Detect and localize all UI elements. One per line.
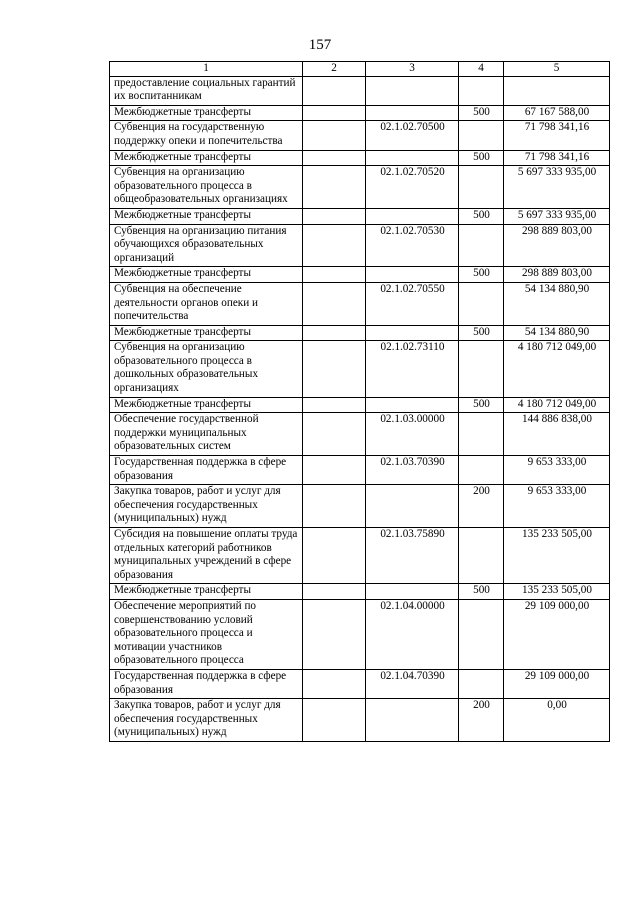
- table-row: [110, 224, 610, 267]
- item-name-cell: Субвенция на организацию образовательного процесса в дошкольных образовательных организациях: [110, 341, 303, 397]
- classification-code-cell: [366, 584, 459, 600]
- table-row: [110, 208, 610, 224]
- column-header: 5: [504, 62, 610, 77]
- amount-cell: 54 134 880,90: [504, 325, 610, 341]
- classification-code-cell: 02.1.02.73110: [366, 341, 459, 397]
- column-2-cell: [303, 208, 366, 224]
- table-row: [110, 528, 610, 584]
- column-2-cell: [303, 121, 366, 150]
- item-name-cell: Субвенция на организацию образовательного процесса в общеобразовательных организациях: [110, 166, 303, 209]
- column-2-cell: [303, 699, 366, 742]
- expense-type-cell: [459, 282, 504, 325]
- item-name-cell: Закупка товаров, работ и услуг для обеспечения государственных (муниципальных) нужд: [110, 485, 303, 528]
- classification-code-cell: 02.1.02.70500: [366, 121, 459, 150]
- column-2-cell: [303, 224, 366, 267]
- expense-type-cell: [459, 341, 504, 397]
- table-row: [110, 699, 610, 742]
- amount-cell: 71 798 341,16: [504, 150, 610, 166]
- classification-code-cell: [366, 699, 459, 742]
- item-name-cell: Субвенция на обеспечение деятельности органов опеки и попечительства: [110, 282, 303, 325]
- classification-code-cell: [366, 208, 459, 224]
- amount-cell: 144 886 838,00: [504, 413, 610, 456]
- page-number: 157: [308, 37, 332, 53]
- column-2-cell: [303, 669, 366, 698]
- expense-type-cell: 500: [459, 105, 504, 121]
- amount-cell: 29 109 000,00: [504, 599, 610, 669]
- classification-code-cell: 02.1.04.00000: [366, 599, 459, 669]
- expense-type-cell: 500: [459, 397, 504, 413]
- table-row: [110, 76, 610, 105]
- item-name-cell: Межбюджетные трансферты: [110, 584, 303, 600]
- item-name-cell: Субсидия на повышение оплаты труда отдельных категорий работников муниципальных учреждений в сфере образования: [110, 528, 303, 584]
- table-row: [110, 121, 610, 150]
- column-2-cell: [303, 485, 366, 528]
- item-name-cell: Межбюджетные трансферты: [110, 105, 303, 121]
- expense-type-cell: [459, 121, 504, 150]
- classification-code-cell: [366, 267, 459, 283]
- table-row: [110, 166, 610, 209]
- item-name-cell: Государственная поддержка в сфере образования: [110, 669, 303, 698]
- column-2-cell: [303, 105, 366, 121]
- table-row: [110, 341, 610, 397]
- table-row: [110, 456, 610, 485]
- classification-code-cell: [366, 485, 459, 528]
- expense-type-cell: 200: [459, 485, 504, 528]
- column-2-cell: [303, 325, 366, 341]
- table-row: [110, 282, 610, 325]
- table-row: [110, 584, 610, 600]
- classification-code-cell: 02.1.03.70390: [366, 456, 459, 485]
- classification-code-cell: 02.1.02.70550: [366, 282, 459, 325]
- amount-cell: 67 167 588,00: [504, 105, 610, 121]
- expense-type-cell: 500: [459, 208, 504, 224]
- table-row: [110, 150, 610, 166]
- column-2-cell: [303, 397, 366, 413]
- expense-type-cell: [459, 76, 504, 105]
- table-row: [110, 397, 610, 413]
- classification-code-cell: 02.1.03.75890: [366, 528, 459, 584]
- amount-cell: 135 233 505,00: [504, 528, 610, 584]
- expense-type-cell: 500: [459, 584, 504, 600]
- column-2-cell: [303, 599, 366, 669]
- table-row: [110, 325, 610, 341]
- item-name-cell: Межбюджетные трансферты: [110, 150, 303, 166]
- table-row: [110, 599, 610, 669]
- column-header: 4: [459, 62, 504, 77]
- table-row: [110, 105, 610, 121]
- item-name-cell: Межбюджетные трансферты: [110, 208, 303, 224]
- item-name-cell: Обеспечение государственной поддержки муниципальных образовательных систем: [110, 413, 303, 456]
- item-name-cell: Межбюджетные трансферты: [110, 325, 303, 341]
- classification-code-cell: [366, 105, 459, 121]
- expense-type-cell: [459, 599, 504, 669]
- amount-cell: [504, 76, 610, 105]
- column-header: 3: [366, 62, 459, 77]
- column-2-cell: [303, 166, 366, 209]
- table-row: [110, 413, 610, 456]
- amount-cell: 5 697 333 935,00: [504, 208, 610, 224]
- expense-type-cell: [459, 528, 504, 584]
- column-2-cell: [303, 76, 366, 105]
- amount-cell: 298 889 803,00: [504, 267, 610, 283]
- expense-type-cell: [459, 224, 504, 267]
- expense-type-cell: 500: [459, 325, 504, 341]
- classification-code-cell: 02.1.03.00000: [366, 413, 459, 456]
- expense-type-cell: [459, 166, 504, 209]
- expense-type-cell: [459, 413, 504, 456]
- amount-cell: 4 180 712 049,00: [504, 341, 610, 397]
- classification-code-cell: [366, 150, 459, 166]
- amount-cell: 5 697 333 935,00: [504, 166, 610, 209]
- column-header: 1: [110, 62, 303, 77]
- column-2-cell: [303, 282, 366, 325]
- item-name-cell: Субвенция на государственную поддержку опеки и попечительства: [110, 121, 303, 150]
- amount-cell: 9 653 333,00: [504, 456, 610, 485]
- item-name-cell: Межбюджетные трансферты: [110, 397, 303, 413]
- table-row: [110, 267, 610, 283]
- classification-code-cell: [366, 325, 459, 341]
- table-header-row: [110, 62, 610, 77]
- expense-type-cell: 200: [459, 699, 504, 742]
- expense-type-cell: 500: [459, 267, 504, 283]
- column-header: 2: [303, 62, 366, 77]
- column-2-cell: [303, 341, 366, 397]
- item-name-cell: Закупка товаров, работ и услуг для обеспечения государственных (муниципальных) нужд: [110, 699, 303, 742]
- amount-cell: 71 798 341,16: [504, 121, 610, 150]
- amount-cell: 4 180 712 049,00: [504, 397, 610, 413]
- amount-cell: 298 889 803,00: [504, 224, 610, 267]
- amount-cell: 29 109 000,00: [504, 669, 610, 698]
- classification-code-cell: [366, 397, 459, 413]
- column-2-cell: [303, 456, 366, 485]
- expense-type-cell: 500: [459, 150, 504, 166]
- classification-code-cell: [366, 76, 459, 105]
- budget-table: [109, 61, 610, 742]
- expense-type-cell: [459, 456, 504, 485]
- expense-type-cell: [459, 669, 504, 698]
- item-name-cell: Межбюджетные трансферты: [110, 267, 303, 283]
- amount-cell: 9 653 333,00: [504, 485, 610, 528]
- amount-cell: 135 233 505,00: [504, 584, 610, 600]
- item-name-cell: Государственная поддержка в сфере образования: [110, 456, 303, 485]
- item-name-cell: предоставление социальных гарантий их воспитанникам: [110, 76, 303, 105]
- amount-cell: 54 134 880,90: [504, 282, 610, 325]
- classification-code-cell: 02.1.02.70520: [366, 166, 459, 209]
- table-row: [110, 485, 610, 528]
- item-name-cell: Обеспечение мероприятий по совершенствованию условий образовательного процесса и мотивации участников образовательного процесса: [110, 599, 303, 669]
- column-2-cell: [303, 584, 366, 600]
- column-2-cell: [303, 150, 366, 166]
- item-name-cell: Субвенция на организацию питания обучающихся образовательных организаций: [110, 224, 303, 267]
- classification-code-cell: 02.1.02.70530: [366, 224, 459, 267]
- column-2-cell: [303, 267, 366, 283]
- column-2-cell: [303, 413, 366, 456]
- table-row: [110, 669, 610, 698]
- column-2-cell: [303, 528, 366, 584]
- classification-code-cell: 02.1.04.70390: [366, 669, 459, 698]
- amount-cell: 0,00: [504, 699, 610, 742]
